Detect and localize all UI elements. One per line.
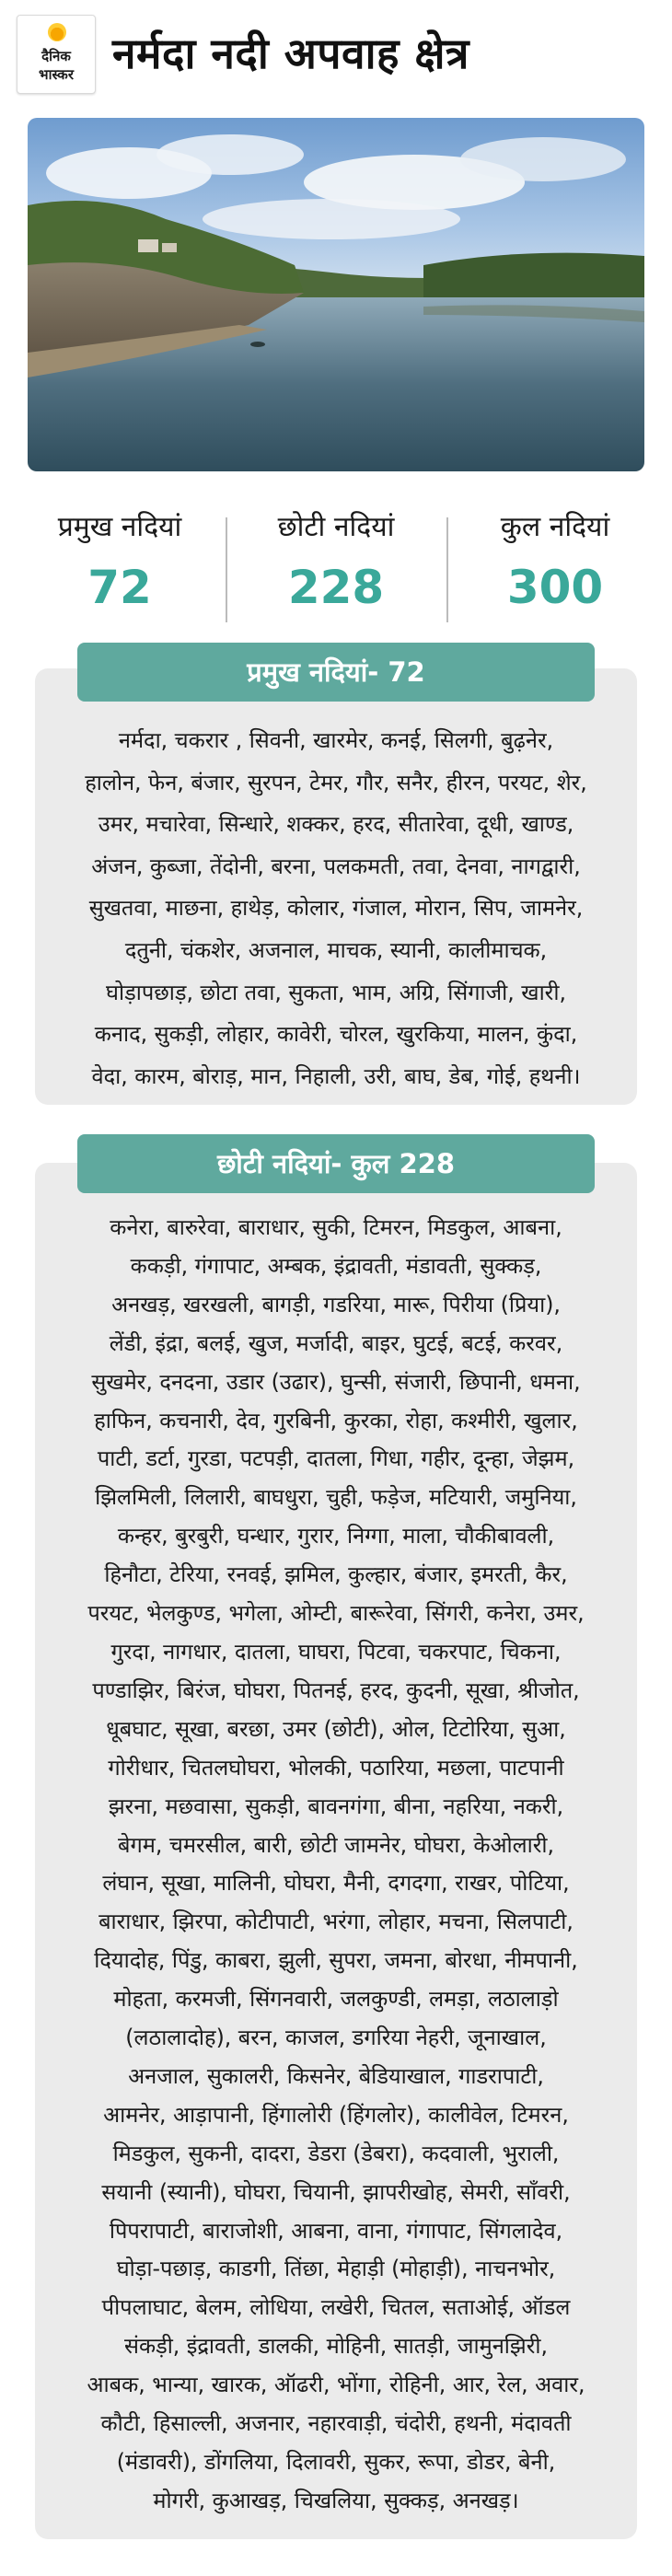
logo-text-line2: भास्कर <box>39 66 74 83</box>
sun-icon <box>48 23 66 41</box>
stat-minor <box>230 505 442 614</box>
stat-major <box>14 505 226 614</box>
major-rivers-list: नर्मदा, चकरार , सिवनी, खारमेर, कनई, सिलगी, बुढ़नेर, हालोन, फेन, बंजार, सुरपन, टेमर, गौर, सनैर, हीरन, परयट, शेर, उमर, मचारेवा, सिन्धारे, शक्कर, हरद, सीतारेवा, दूधी, खाण्ड, अंजन, कुब्जा, तेंदोनी, बरना, पलकमती, तवा, देनवा, नागद्वारी, सुखतवा, माछना, हाथेड़, कोलार, गंजाल, मोरान, सिप, जामनेर, दतुनी, चंकशेर, अजनाल, माचक, स्यानी, कालीमाचक, घोड़ापछाड़, छोटा तवा, सुकता, भाम, अग्रि, सिंगाजी, खारी, कनाद, सुकड़ी, लोहार, कावेरी, चोरल, खुरकिया, मालन, कुंदा, वेदा, कारम, बोराड़, मान, निहाली, उरी, बाघ, डेब, गोई, हथनी। <box>85 727 587 1089</box>
river-photo <box>28 118 644 471</box>
header <box>0 0 672 109</box>
stat-minor-label: छोटी नदियां <box>277 511 395 543</box>
stat-total-label: कुल नदियां <box>500 511 610 543</box>
stat-total-value: 300 <box>506 561 604 614</box>
major-rivers-panel <box>35 668 637 1105</box>
logo-text-line1: दैनिक <box>41 48 71 64</box>
minor-rivers-heading: छोटी नदियां- कुल 228 <box>77 1134 595 1193</box>
page-title: नर्मदा नदी अपवाह क्षेत्र <box>112 29 469 78</box>
divider <box>226 517 227 622</box>
major-rivers-heading: प्रमुख नदियां- 72 <box>77 643 595 702</box>
divider <box>446 517 448 622</box>
stat-minor-value: 228 <box>287 561 385 614</box>
stat-major-label: प्रमुख नदियां <box>57 511 182 543</box>
minor-rivers-panel <box>35 1163 637 2539</box>
minor-rivers-list: कनेरा, बारुरेवा, बाराधार, सुकी, टिमरन, मिडकुल, आबना, ककड़ी, गंगापाट, अम्बक, इंद्रावती, मंडावती, सुक्कड़, अनखड़, खरखली, बागड़ी, गडरिया, मारू, पिरीया (प्रिया), लेंडी, इंद्रा, बलई, खुज, मर्जादी, बाइर, घुटई, बटई, करवर, सुखमेर, दनदना, उडार (उढार), घुन्सी, संजारी, छिपानी, धमना, हाफिन, कचनारी, देव, गुरबिनी, कुरका, रोहा, कश्मीरी, खुलार, पाटी, डर्टा, गुरडा, पटपड़ी, दातला, गिधा, गहीर, दून्हा, जेझम, झिलमिली, लिलारी, बाघधुरा, चुही, फड़ेज, मटियारी, जमुनिया, कन्हर, बुरबुरी, घन्धार, गुरार, निग्गा, माला, चौकीबावली, हिनौटा, टेरिया, रनवई, झमिल, कुल्हार, बंजार, इमरती, कैर, परयट, भेलकुण्ड, भगेला, ओम्टी, बारूरेवा, सिंगरी, कनेरा, उमर, गुरदा, नागधार, दातला, घाघरा, पिटवा, चकरपाट, चिकना, पण्डाझिर, बिरंज, घोघरा, पितनई, हरद, कुदनी, सूखा, श्रीजोत, धूबघाट, सूखा, बरछा, उमर (छोटी), ओल, टिटोरिया, सुआ, गोरीधार, चितलघोघरा, भोलकी, पठारिया, मछला, पाटपानी झरना, मछवासा, सुकड़ी, बावनगंगा, बीना, नहरिया, नकरी, बेगम, चमरसील, बारी, छोटी जामनेर, घोघरा, केओलारी, लंघान, सूखा, मालिनी, घोघरा, मैनी, दगदगा, राखर, पोटिया, बाराधार, झिरपा, कोटीपाटी, भरंगा, लोहार, मचना, सिलपाटी, दियादोह, पिंडु, काबरा, झुली, सुपरा, जमना, बोरधा, नीमपानी, मोहता, करमजी, सिंगनवारी, जलकुण्डी, लमड़ा, लठालाड़ो (लठालादोह), बरन, काजल, डगरिया नेहरी, जूनाखाल, अनजाल, सुकालरी, किसनेर, बेडियाखाल, गाडरापाटी, आमनेर, आड़ापानी, हिंगालोरी (हिंगलोर), कालीवेल, टिमरन, मिडकुल, सुकनी, दादरा, डेडरा (डेबरा), कदवाली, भुराली, सयानी (स्यानी), घोघरा, चियानी, झापरीखोह, सेमरी, साँवरी, पिपरापाटी, बाराजोशी, आबना, वाना, गंगापाट, सिंगलादेव, घोड़ा-पछाड़, काडगी, तिंछा, मेहाड़ी (मोहाड़ी), नाचनभोर, पीपलाघाट, बेलम, लोधिया, लखेरी, चितल, सताओई, ऑडल संकड़ी, इंद्रावती, डालकी, मोहिनी, सातड़ी, जामुनझिरी, आबक, भान्या, खारक, ऑढरी, भोंगा, रोहिनी, आर, रेल, अवार, कौटी, हिसाल्ली, अजनार, नहारवाड़ी, चंदोरी, हथनी, मंदावती (मंडावरी), डोंगलिया, दिलावरी, सुकर, रूपा, डोडर, बेनी, मोगरी, कुआखड़, चिखलिया, सुक्कड़, अनखड़। <box>87 1214 585 2513</box>
river-stats <box>0 505 672 633</box>
stat-major-value: 72 <box>87 561 152 614</box>
stat-total <box>449 505 661 614</box>
dainik-bhaskar-logo[interactable] <box>17 15 96 94</box>
